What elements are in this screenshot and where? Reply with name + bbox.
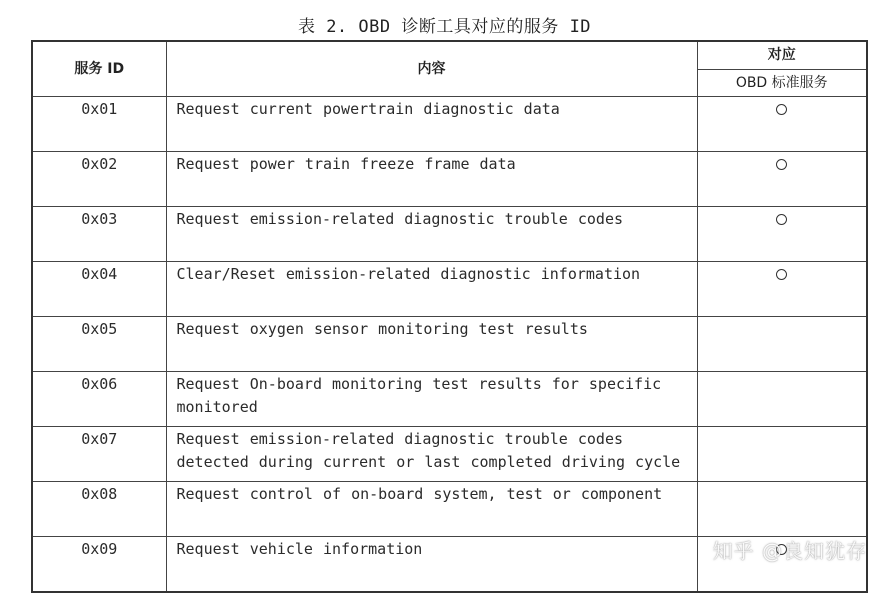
circle-mark-icon bbox=[776, 269, 787, 280]
description-cell: Clear/Reset emission-related diagnostic information bbox=[166, 262, 697, 317]
standard-cell bbox=[697, 317, 867, 372]
table-row bbox=[32, 97, 867, 152]
circle-mark-icon bbox=[776, 159, 787, 170]
circle-mark-icon bbox=[776, 214, 787, 225]
standard-cell bbox=[697, 427, 867, 482]
table-row bbox=[32, 152, 867, 207]
table-title: 表 2. OBD 诊断工具对应的服务 ID bbox=[297, 17, 592, 37]
standard-cell bbox=[697, 207, 867, 262]
description-cell: Request current powertrain diagnostic data bbox=[166, 97, 697, 152]
header-content: 内容 bbox=[166, 41, 697, 97]
table-row bbox=[32, 482, 867, 537]
description-cell: Request emission-related diagnostic trouble codes detected during current or last completed driving cycle bbox=[166, 427, 697, 482]
service-id-cell: 0x09 bbox=[32, 537, 166, 593]
standard-cell bbox=[697, 372, 867, 427]
circle-mark-icon bbox=[776, 104, 787, 115]
service-id-cell: 0x07 bbox=[32, 427, 166, 482]
table-row bbox=[32, 317, 867, 372]
description-cell: Request control of on-board system, test or component bbox=[166, 482, 697, 537]
header-correspond: 对应 bbox=[697, 41, 867, 70]
standard-cell bbox=[697, 152, 867, 207]
table-row bbox=[32, 427, 867, 482]
service-id-cell: 0x05 bbox=[32, 317, 166, 372]
description-cell: Request power train freeze frame data bbox=[166, 152, 697, 207]
description-cell: Request On-board monitoring test results for specific monitored bbox=[166, 372, 697, 427]
description-cell: Request oxygen sensor monitoring test results bbox=[166, 317, 697, 372]
table-row bbox=[32, 262, 867, 317]
obd-service-table bbox=[31, 40, 868, 593]
standard-cell bbox=[697, 97, 867, 152]
description-cell: Request emission-related diagnostic trouble codes bbox=[166, 207, 697, 262]
watermark: 知乎 @良知犹存 bbox=[712, 539, 867, 563]
header-service-id: 服务 ID bbox=[32, 41, 166, 97]
header-obd-standard: OBD 标准服务 bbox=[697, 70, 867, 97]
standard-cell bbox=[697, 482, 867, 537]
table-row bbox=[32, 372, 867, 427]
service-id-cell: 0x08 bbox=[32, 482, 166, 537]
service-id-cell: 0x03 bbox=[32, 207, 166, 262]
service-id-cell: 0x06 bbox=[32, 372, 166, 427]
description-cell: Request vehicle information bbox=[166, 537, 697, 593]
table-row bbox=[32, 207, 867, 262]
service-id-cell: 0x04 bbox=[32, 262, 166, 317]
service-id-cell: 0x02 bbox=[32, 152, 166, 207]
standard-cell bbox=[697, 262, 867, 317]
service-id-cell: 0x01 bbox=[32, 97, 166, 152]
